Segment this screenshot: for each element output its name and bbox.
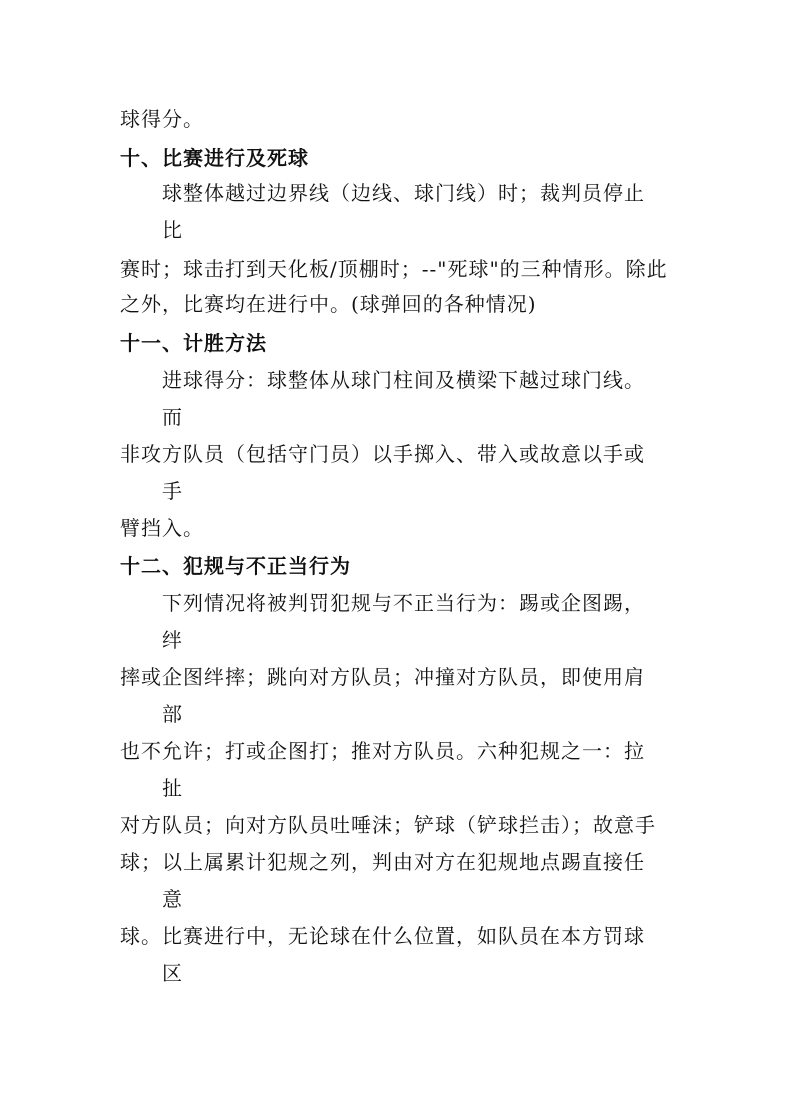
section-heading-10: 十、比赛进行及死球 (120, 146, 309, 170)
text-line: 进球得分：球整体从球门柱间及横梁下越过球门线。 (162, 368, 645, 392)
text-line: 而 (162, 405, 183, 429)
text-line: 之外，比赛均在进行中。(球弹回的各种情况) (120, 292, 537, 316)
text-line: 意 (162, 887, 183, 911)
text-line: 球得分。 (120, 107, 204, 131)
text-line: 也不允许；打或企图打；推对方队员。六种犯规之一：拉 (120, 739, 645, 763)
text-line: 非攻方队员（包括守门员）以手掷入、带入或故意以手或 (120, 442, 645, 466)
text-line: 球；以上属累计犯规之列，判由对方在犯规地点踢直接任 (120, 850, 645, 874)
text-line: 比 (162, 218, 183, 242)
section-heading-12: 十二、犯规与不正当行为 (120, 554, 351, 578)
text-line: 摔或企图绊摔；跳向对方队员；冲撞对方队员，即使用肩 (120, 665, 645, 689)
text-line: 对方队员；向对方队员吐唾沫；铲球（铲球拦击）；故意手 (120, 813, 656, 837)
text-line: 手 (162, 479, 183, 503)
section-heading-11: 十一、计胜方法 (120, 331, 267, 355)
text-line: 扯 (162, 776, 183, 800)
text-line: 球整体越过边界线（边线、球门线）时；裁判员停止 (162, 181, 645, 205)
text-line: 区 (162, 961, 183, 985)
text-line: 绊 (162, 628, 183, 652)
text-line: 赛时；球击打到天化板/顶棚时；--"死球"的三种情形。除此 (120, 257, 668, 281)
text-line: 球。比赛进行中，无论球在什么位置，如队员在本方罚球 (120, 924, 645, 948)
text-line: 下列情况将被判罚犯规与不正当行为：踢或企图踢， (162, 591, 645, 615)
text-line: 部 (162, 702, 183, 726)
text-line: 臂挡入。 (120, 516, 204, 540)
